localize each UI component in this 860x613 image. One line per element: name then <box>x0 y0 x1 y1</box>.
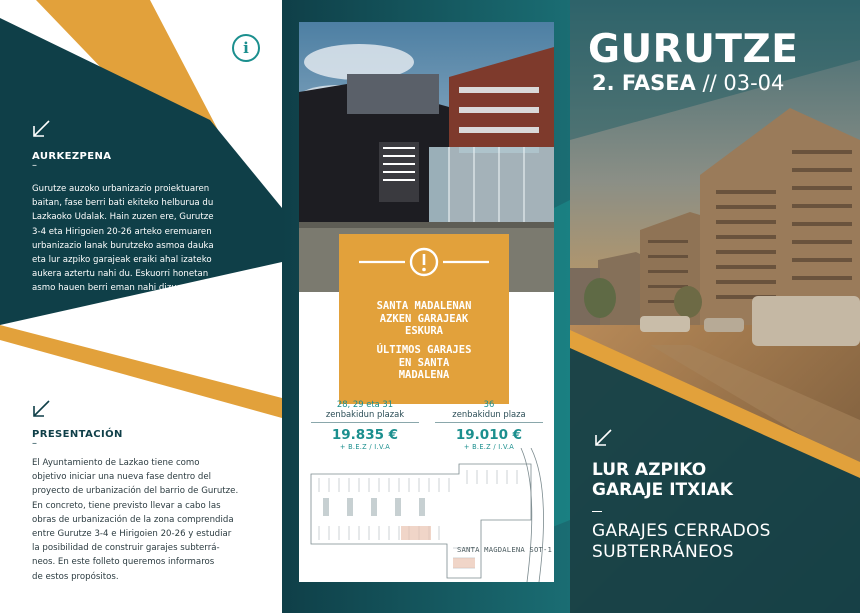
price-divider <box>435 422 543 423</box>
right-heading-es <box>592 521 771 563</box>
floor-plan-label: SANTA MAGDALENA SOT-1 <box>457 545 553 554</box>
subheading-line: GARAJES CERRADOS <box>592 521 771 541</box>
section-body-presentacion <box>32 456 238 584</box>
right-car-2 <box>640 316 690 332</box>
body-line: obras de urbanización de la zona comprendida <box>32 514 234 525</box>
phase-separator: // <box>702 71 717 95</box>
places-numbers: 28, 29 eta 31 <box>336 399 394 409</box>
notice-title-es <box>339 344 509 382</box>
price-value: 19.010 € <box>455 427 523 443</box>
notice-es-line: EN SANTA <box>398 356 450 369</box>
places-label: zenbakidun plazak <box>325 409 405 419</box>
right-heading-eu <box>592 460 733 500</box>
notice-title-eu <box>339 300 509 338</box>
section-heading-presentacion: PRESENTACIÓN <box>32 429 123 440</box>
notice-es-line: ÚLTIMOS GARAJES <box>376 344 472 356</box>
notice-eu-line: SANTA MADALENAN <box>376 300 472 312</box>
heading-line: GARAJE ITXIAK <box>592 480 733 500</box>
body-line: de estos propósitos. <box>32 571 119 582</box>
body-line: Gurutze auzoko urbanizazio proiektuaren <box>32 184 210 194</box>
arrow-down-left-icon <box>30 398 52 420</box>
notice-box <box>339 234 509 404</box>
price-block-1 <box>305 399 425 451</box>
arrow-down-left-icon <box>30 118 52 140</box>
phase-subtitle <box>592 70 784 96</box>
section-dash: – <box>32 438 38 449</box>
body-line: El Ayuntamiento de Lazkao tiene como <box>32 458 200 468</box>
price-block-2 <box>429 399 549 451</box>
body-line: la posibilidad de construir garajes subterrá- <box>32 543 220 554</box>
subheading-line: SUBTERRÁNEOS <box>592 542 734 562</box>
body-line: proyecto de urbanización del barrio de Gurutze. <box>32 486 239 497</box>
tax-note: + B.E.Z / I.V.A <box>339 443 391 451</box>
body-line: En concreto, tiene previsto llevar a cabo las <box>32 500 221 511</box>
places-label: zenbakidun plaza <box>452 409 526 419</box>
exclamation-circle-icon <box>339 246 509 278</box>
body-line: Lazkaoko Udalak. Hain zuzen ere, Gurutze <box>32 212 214 223</box>
section-heading-aurkezpena: AURKEZPENA <box>32 151 112 162</box>
phase-number: 03-04 <box>723 71 785 95</box>
heading-dash <box>592 511 602 512</box>
body-line: aukera aztertu nahi du. Eskuorri honetan <box>32 269 209 280</box>
garage-floor-plan <box>299 448 554 582</box>
body-line: objetivo iniciar una nueva fase dentro del <box>32 472 212 483</box>
right-tree-2 <box>674 286 702 318</box>
tax-note: + B.E.Z / I.V.A <box>463 443 515 451</box>
section-dash: – <box>32 160 38 171</box>
right-car-3 <box>704 318 744 332</box>
arrow-down-left-icon <box>592 427 614 449</box>
right-car-van <box>752 296 860 346</box>
body-line: entre Gurutze 3-4 e Hirigoien 20-26 y estudiar <box>32 529 232 540</box>
notice-eu-line: ESKURA <box>405 325 443 337</box>
heading-line: LUR AZPIKO <box>592 460 707 480</box>
body-line: 3-4 eta Hirigoien 20-26 arteko eremuaren <box>32 226 212 237</box>
right-tree <box>584 278 616 318</box>
price-divider <box>311 422 419 423</box>
notice-es-line: MADALENA <box>398 369 450 381</box>
body-line: baitan, fase berri bati ekiteko helburua du <box>32 198 214 209</box>
info-icon: i <box>232 34 260 62</box>
body-line: neos. En este folleto queremos informaros <box>32 557 215 568</box>
section-body-aurkezpena <box>32 182 214 296</box>
main-title: GURUTZE <box>588 27 799 72</box>
body-line: urbanizazio lanak burutzeko asmoa dauka <box>32 240 214 251</box>
places-numbers: 36 <box>483 399 495 409</box>
body-line: asmo hauen berri eman nahi dizuegu. <box>32 283 196 294</box>
garage-offer-card <box>299 22 554 582</box>
body-line: eta lur azpiko garajeak eraiki ahal izateko <box>32 255 212 266</box>
price-value: 19.835 € <box>331 427 399 443</box>
phase-label: 2. FASEA <box>592 71 696 95</box>
notice-eu-line: AZKEN GARAJEAK <box>379 312 469 325</box>
